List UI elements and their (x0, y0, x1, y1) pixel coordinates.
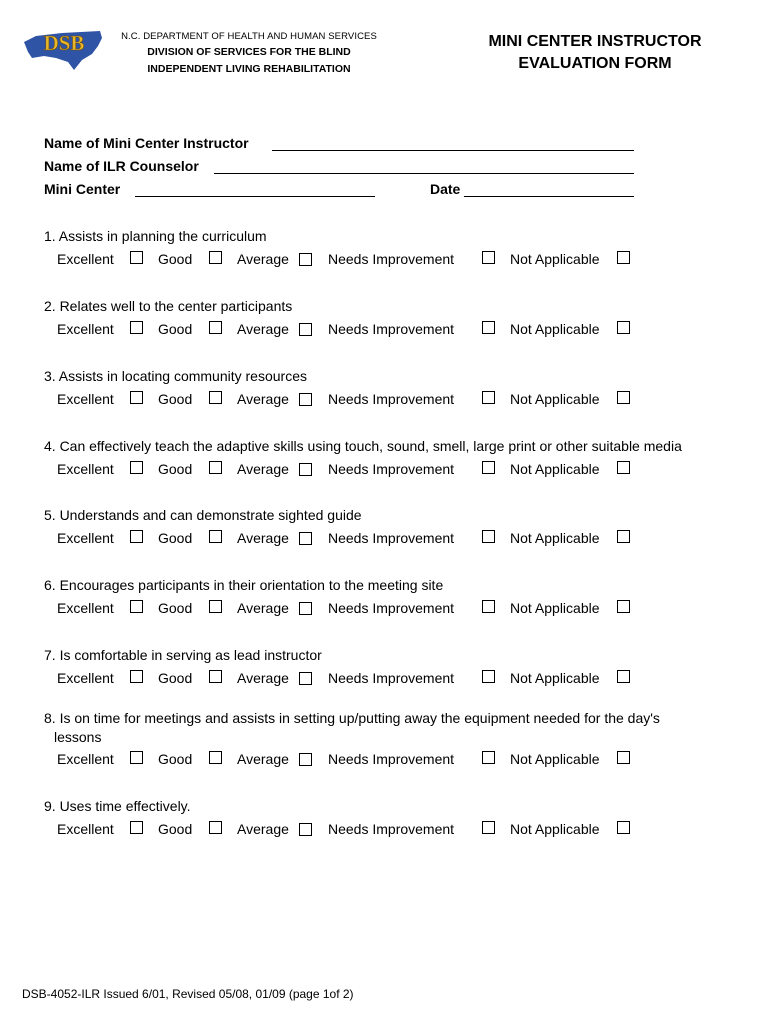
rating-label-not-applicable: Not Applicable (510, 530, 600, 546)
rating-label-excellent: Excellent (57, 670, 114, 686)
date-label: Date (430, 181, 461, 197)
rating-label-good: Good (158, 391, 193, 407)
question-5 (44, 507, 362, 523)
rating-label-needs-improvement: Needs Improvement (328, 751, 455, 767)
checkbox-needs-improvement[interactable] (482, 751, 495, 764)
checkbox-not-applicable[interactable] (617, 600, 630, 613)
instructor-name-label: Name of Mini Center Instructor (44, 135, 249, 151)
checkbox-good[interactable] (209, 321, 222, 334)
checkbox-good[interactable] (209, 530, 222, 543)
rating-label-excellent: Excellent (57, 600, 114, 616)
rating-label-good: Good (158, 251, 193, 267)
checkbox-excellent[interactable] (130, 600, 143, 613)
checkbox-needs-improvement[interactable] (482, 391, 495, 404)
checkbox-excellent[interactable] (130, 670, 143, 683)
form-footer: DSB-4052-ILR Issued 6/01, Revised 05/08, 01/09 (page 1of 2) (22, 987, 354, 1001)
rating-label-average: Average (237, 530, 289, 546)
form-title (465, 31, 725, 75)
checkbox-needs-improvement[interactable] (482, 600, 495, 613)
question-2-text: 2. Relates well to the center participants (44, 298, 293, 314)
date-line[interactable] (464, 196, 634, 197)
rating-label-excellent: Excellent (57, 391, 114, 407)
rating-label-not-applicable: Not Applicable (510, 751, 600, 767)
rating-label-excellent: Excellent (57, 821, 114, 837)
rating-label-average: Average (237, 391, 289, 407)
checkbox-good[interactable] (209, 251, 222, 264)
rating-label-needs-improvement: Needs Improvement (328, 530, 455, 546)
checkbox-excellent[interactable] (130, 251, 143, 264)
checkbox-average[interactable] (299, 823, 312, 836)
rating-label-needs-improvement: Needs Improvement (328, 251, 455, 267)
question-9-text: 9. Uses time effectively. (44, 798, 191, 814)
rating-label-average: Average (237, 821, 289, 837)
checkbox-not-applicable[interactable] (617, 530, 630, 543)
question-5-text: 5. Understands and can demonstrate sighted guide (44, 507, 362, 523)
checkbox-excellent[interactable] (130, 530, 143, 543)
mini-center-label: Mini Center (44, 181, 121, 197)
question-7 (44, 647, 322, 663)
mini-center-line[interactable] (135, 196, 375, 197)
question-9 (44, 798, 191, 814)
question-1-text: 1. Assists in planning the curriculum (44, 228, 267, 244)
checkbox-excellent[interactable] (130, 391, 143, 404)
rating-label-good: Good (158, 821, 193, 837)
question-3 (44, 368, 307, 384)
checkbox-excellent[interactable] (130, 821, 143, 834)
checkbox-excellent[interactable] (130, 321, 143, 334)
checkbox-average[interactable] (299, 672, 312, 685)
checkbox-needs-improvement[interactable] (482, 821, 495, 834)
rating-label-excellent: Excellent (57, 251, 114, 267)
checkbox-not-applicable[interactable] (617, 321, 630, 334)
checkbox-needs-improvement[interactable] (482, 321, 495, 334)
checkbox-not-applicable[interactable] (617, 251, 630, 264)
rating-label-average: Average (237, 321, 289, 337)
rating-label-good: Good (158, 600, 193, 616)
rating-label-excellent: Excellent (57, 461, 114, 477)
checkbox-good[interactable] (209, 600, 222, 613)
question-8-text-continued: lessons (54, 729, 102, 745)
checkbox-needs-improvement[interactable] (482, 461, 495, 474)
rating-label-not-applicable: Not Applicable (510, 461, 600, 477)
dsb-logo (22, 28, 104, 72)
question-8-text: 8. Is on time for meetings and assists in setting up/putting away the equipment needed for the day's (44, 710, 660, 726)
question-6 (44, 577, 443, 593)
rating-label-average: Average (237, 600, 289, 616)
rating-label-needs-improvement: Needs Improvement (328, 461, 455, 477)
checkbox-average[interactable] (299, 323, 312, 336)
division-name: DIVISION OF SERVICES FOR THE BLIND (147, 46, 351, 58)
checkbox-average[interactable] (299, 532, 312, 545)
form-title-line2: EVALUATION FORM (518, 55, 672, 72)
checkbox-average[interactable] (299, 393, 312, 406)
rating-label-not-applicable: Not Applicable (510, 670, 600, 686)
rating-label-good: Good (158, 751, 193, 767)
rating-label-average: Average (237, 670, 289, 686)
question-4 (44, 438, 682, 454)
rating-label-good: Good (158, 321, 193, 337)
rating-label-good: Good (158, 670, 193, 686)
rating-label-not-applicable: Not Applicable (510, 600, 600, 616)
question-8 (44, 710, 660, 745)
checkbox-good[interactable] (209, 821, 222, 834)
logo-text: DSB (43, 31, 85, 55)
counselor-name-line[interactable] (214, 173, 634, 174)
checkbox-excellent[interactable] (130, 461, 143, 474)
rating-label-needs-improvement: Needs Improvement (328, 670, 455, 686)
rating-label-average: Average (237, 251, 289, 267)
checkbox-needs-improvement[interactable] (482, 670, 495, 683)
checkbox-good[interactable] (209, 391, 222, 404)
question-4-text: 4. Can effectively teach the adaptive skills using touch, sound, smell, large print or other suitable media (44, 438, 682, 454)
rating-label-average: Average (237, 461, 289, 477)
checkbox-average[interactable] (299, 753, 312, 766)
checkbox-excellent[interactable] (130, 751, 143, 764)
question-1 (44, 228, 267, 244)
rating-label-needs-improvement: Needs Improvement (328, 391, 455, 407)
rating-label-not-applicable: Not Applicable (510, 391, 600, 407)
checkbox-not-applicable[interactable] (617, 461, 630, 474)
rating-label-good: Good (158, 461, 193, 477)
checkbox-good[interactable] (209, 670, 222, 683)
form-title-line1: MINI CENTER INSTRUCTOR (488, 33, 702, 50)
checkbox-not-applicable[interactable] (617, 751, 630, 764)
instructor-name-line[interactable] (272, 150, 634, 151)
rating-label-excellent: Excellent (57, 530, 114, 546)
department-name: N.C. DEPARTMENT OF HEALTH AND HUMAN SERVICES (121, 31, 377, 42)
rating-label-average: Average (237, 751, 289, 767)
rating-label-excellent: Excellent (57, 321, 114, 337)
rating-label-excellent: Excellent (57, 751, 114, 767)
question-2 (44, 298, 292, 314)
rating-label-not-applicable: Not Applicable (510, 251, 600, 267)
question-3-text: 3. Assists in locating community resources (44, 368, 307, 384)
checkbox-good[interactable] (209, 461, 222, 474)
rating-label-needs-improvement: Needs Improvement (328, 600, 455, 616)
checkbox-needs-improvement[interactable] (482, 530, 495, 543)
rating-label-good: Good (158, 530, 193, 546)
checkbox-not-applicable[interactable] (617, 391, 630, 404)
question-6-text: 6. Encourages participants in their orientation to the meeting site (44, 577, 444, 593)
checkbox-needs-improvement[interactable] (482, 251, 495, 264)
counselor-name-label: Name of ILR Counselor (44, 158, 199, 174)
question-7-text: 7. Is comfortable in serving as lead instructor (44, 647, 322, 663)
checkbox-average[interactable] (299, 463, 312, 476)
program-name: INDEPENDENT LIVING REHABILITATION (147, 63, 351, 75)
checkbox-average[interactable] (299, 253, 312, 266)
checkbox-not-applicable[interactable] (617, 821, 630, 834)
rating-label-needs-improvement: Needs Improvement (328, 821, 455, 837)
checkbox-average[interactable] (299, 602, 312, 615)
rating-label-not-applicable: Not Applicable (510, 821, 600, 837)
header-agency (104, 31, 394, 75)
checkbox-good[interactable] (209, 751, 222, 764)
rating-label-needs-improvement: Needs Improvement (328, 321, 455, 337)
rating-label-not-applicable: Not Applicable (510, 321, 600, 337)
checkbox-not-applicable[interactable] (617, 670, 630, 683)
